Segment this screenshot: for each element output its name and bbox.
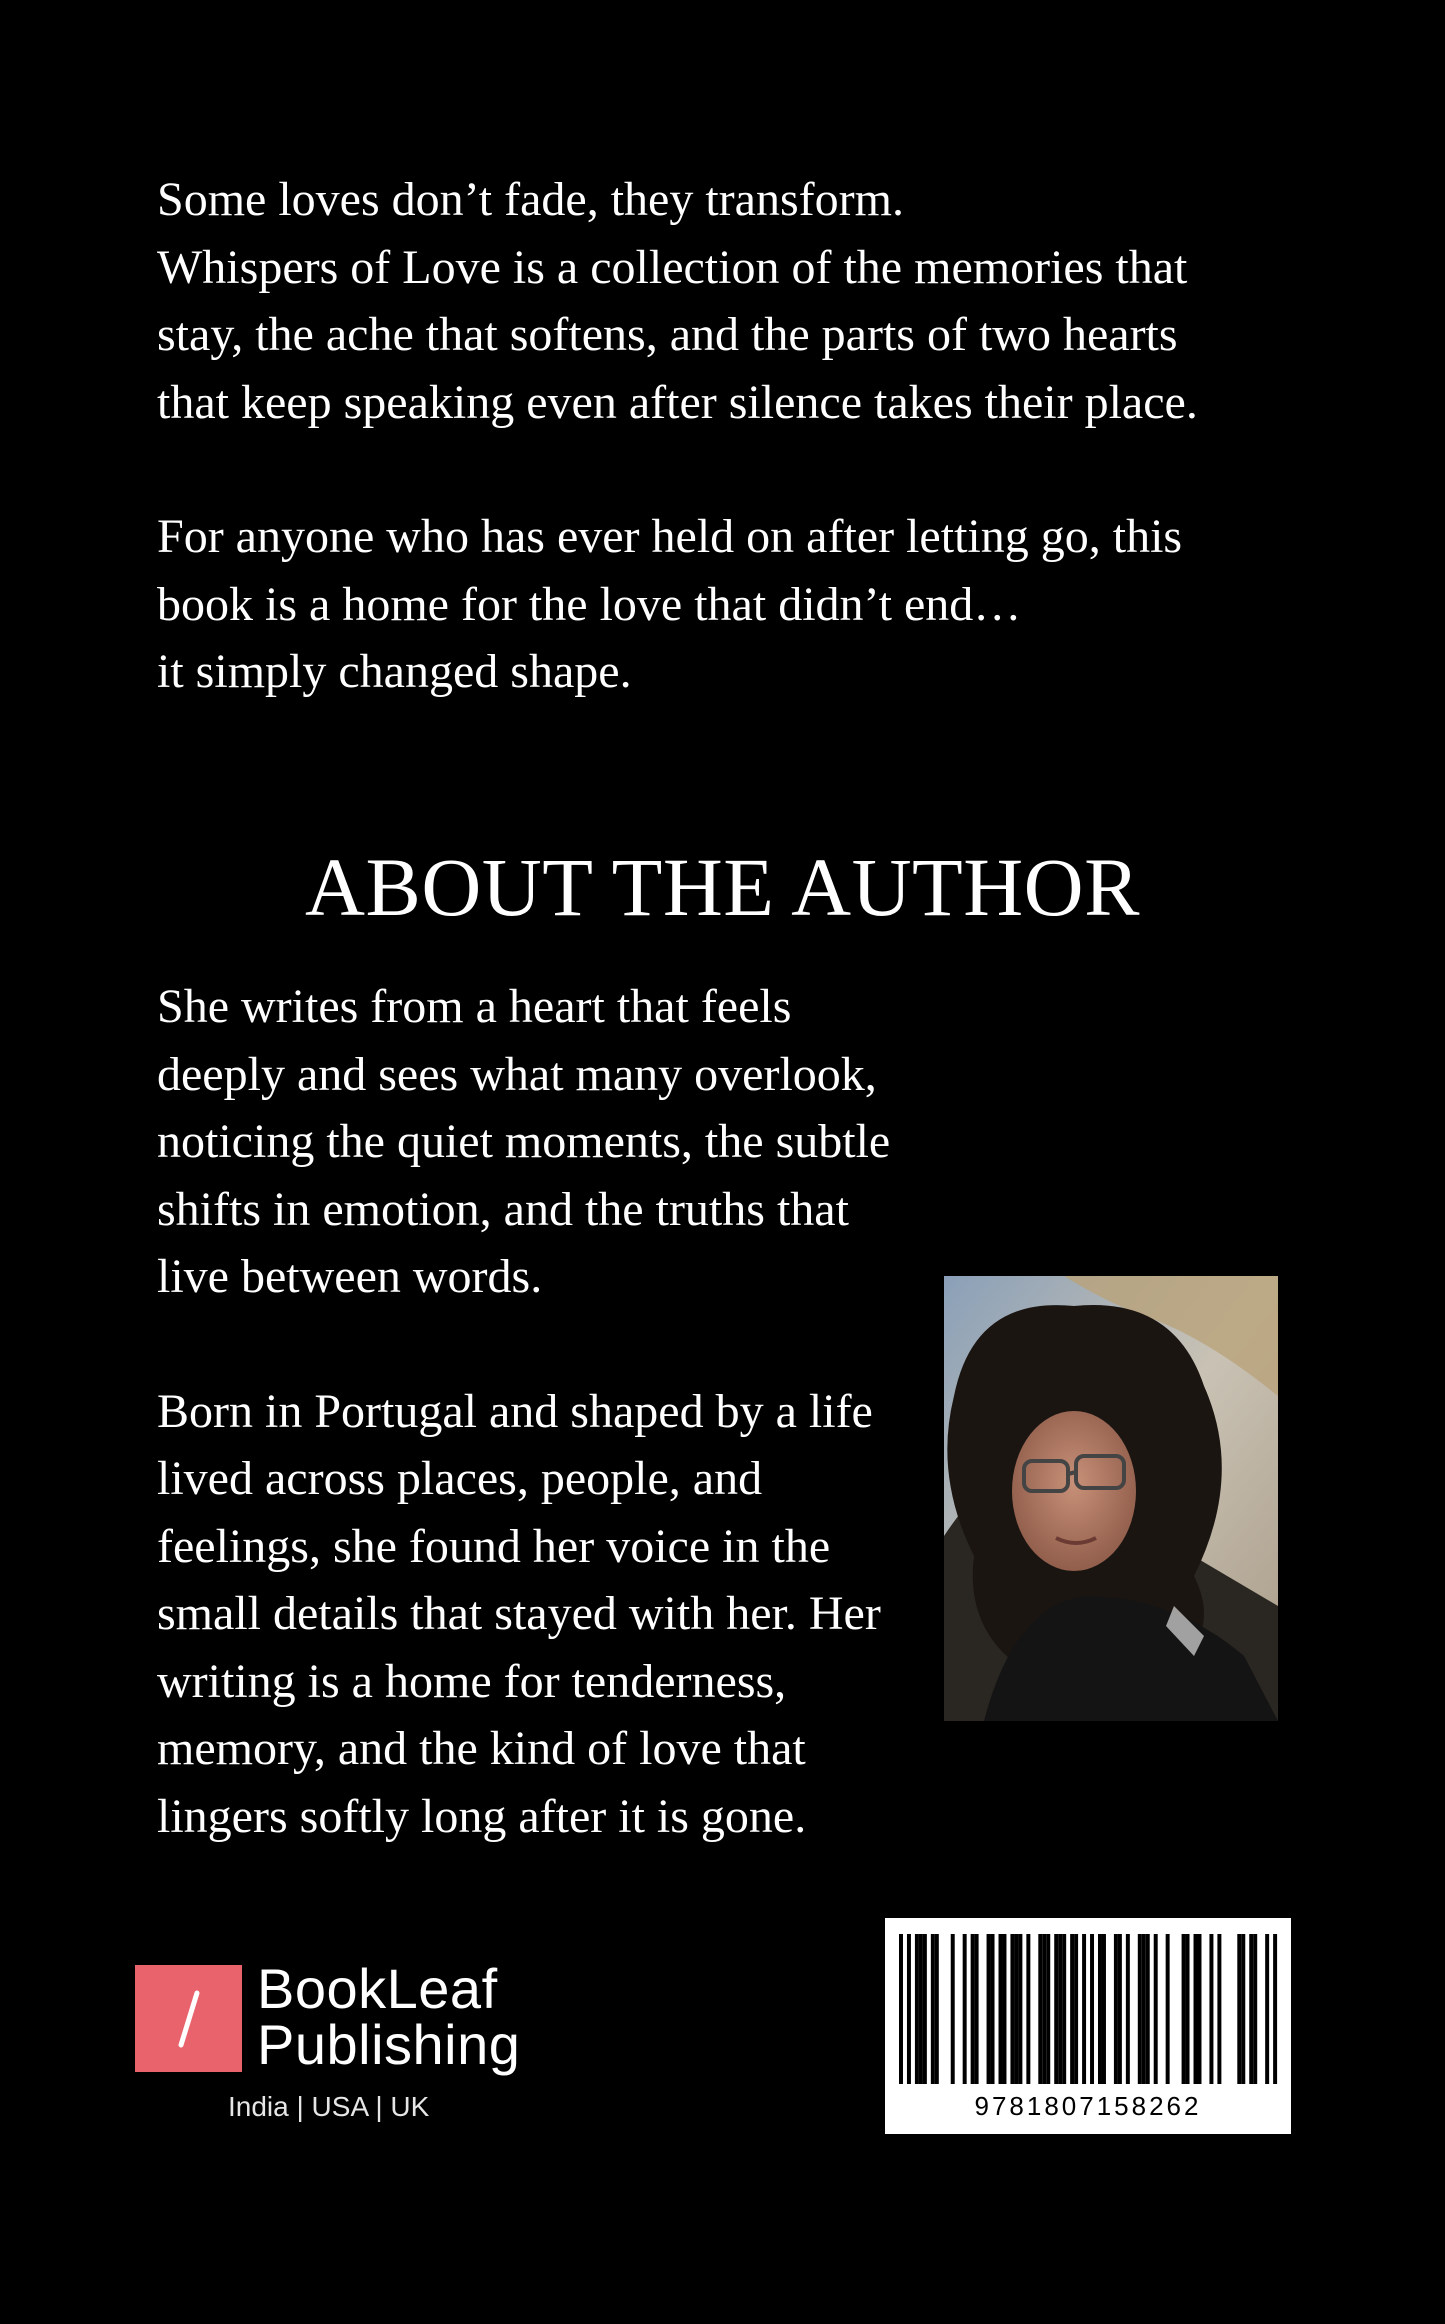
- blurb-paragraph-1: [157, 166, 1297, 436]
- barcode-bar: [975, 1934, 979, 2084]
- barcode-bar: [899, 1934, 903, 2084]
- barcode-bar: [1026, 1934, 1030, 2084]
- bio-line: writing is a home for tenderness,: [157, 1654, 787, 1708]
- barcode-bar: [1142, 1934, 1146, 2084]
- publisher-logo-mark: [135, 1965, 242, 2072]
- barcode-bar: [991, 1934, 995, 2084]
- barcode-bar: [1198, 1934, 1202, 2084]
- publisher-regions: India | USA | UK: [228, 2091, 430, 2122]
- bio-line: small details that stayed with her. Her: [157, 1587, 881, 1640]
- about-author-heading: ABOUT THE AUTHOR: [305, 841, 1140, 933]
- barcode-bar: [1186, 1934, 1190, 2084]
- blurb-line: book is a home for the love that didn’t end…: [157, 577, 1022, 631]
- bio-paragraph-2: [157, 1378, 927, 1851]
- barcode-bar: [1273, 1934, 1277, 2084]
- barcode-bar: [1265, 1934, 1269, 2084]
- bio-line: lingers softly long after it is gone.: [157, 1789, 807, 1843]
- publisher-name-line2: Publishing: [257, 2013, 521, 2076]
- bio-line: Born in Portugal and shaped by a life: [157, 1384, 873, 1438]
- barcode-bar: [951, 1934, 955, 2084]
- blurb-line: that keep speaking even after silence takes their place.: [157, 375, 1198, 429]
- barcode-bar: [1090, 1934, 1094, 2084]
- barcode-bar: [1002, 1934, 1006, 2084]
- bio-line: noticing the quiet moments, the subtle: [157, 1115, 891, 1168]
- barcode-bar: [1070, 1934, 1074, 2084]
- blurb-line: stay, the ache that softens, and the parts of two hearts: [157, 308, 1178, 361]
- bio-line: feelings, she found her voice in the: [157, 1519, 831, 1573]
- barcode-bar: [1138, 1934, 1142, 2084]
- barcode-bar: [923, 1934, 927, 2084]
- barcode-bar: [1241, 1934, 1245, 2084]
- barcode-bar: [1054, 1934, 1058, 2084]
- barcode-bar: [1146, 1934, 1150, 2084]
- barcode-bar: [1062, 1934, 1066, 2084]
- author-portrait-image: [944, 1276, 1278, 1721]
- barcode-bar: [1182, 1934, 1186, 2084]
- publisher-logo: [135, 1957, 555, 2140]
- barcode-bar: [1010, 1934, 1014, 2084]
- barcode-bar: [1217, 1934, 1221, 2084]
- barcode-bar: [1074, 1934, 1078, 2084]
- bio-line: She writes from a heart that feels: [157, 980, 792, 1033]
- barcode-bar: [907, 1934, 911, 2084]
- isbn-number: 9781807158262: [974, 2091, 1202, 2121]
- barcode-bar: [1102, 1934, 1106, 2084]
- barcode-bar: [971, 1934, 975, 2084]
- barcode-bar: [963, 1934, 967, 2084]
- blurb-line: For anyone who has ever held on after letting go, this: [157, 510, 1183, 563]
- barcode-bar: [1058, 1934, 1062, 2084]
- barcode-bar: [1154, 1934, 1158, 2084]
- barcode-bar: [1209, 1934, 1213, 2084]
- author-photo: [944, 1276, 1278, 1721]
- isbn-barcode: [885, 1918, 1291, 2134]
- barcode-bar: [1098, 1934, 1102, 2084]
- barcode-bar: [1046, 1934, 1050, 2084]
- blurb-line: Whispers of Love is a collection of the memories that: [157, 240, 1188, 294]
- barcode-bar: [1249, 1934, 1253, 2084]
- barcode-bar: [935, 1934, 939, 2084]
- blurb-line: Some loves don’t fade, they transform.: [157, 173, 904, 226]
- blurb-paragraph-2: [157, 503, 1297, 706]
- barcode-bar: [919, 1934, 923, 2084]
- author-bio: [157, 973, 927, 1850]
- barcode-bar: [987, 1934, 991, 2084]
- blurb-line: it simply changed shape.: [157, 645, 632, 698]
- book-blurb: [157, 166, 1297, 706]
- barcode-bar: [1038, 1934, 1042, 2084]
- barcode-bar: [1042, 1934, 1046, 2084]
- barcode-bar: [1166, 1934, 1170, 2084]
- barcode-bar: [1126, 1934, 1130, 2084]
- barcode-bar: [1253, 1934, 1257, 2084]
- barcode-bar: [1194, 1934, 1198, 2084]
- barcode-bar: [915, 1934, 919, 2084]
- barcode-bar: [999, 1934, 1003, 2084]
- bio-line: memory, and the kind of love that: [157, 1722, 806, 1775]
- bio-line: lived across places, people, and: [157, 1452, 763, 1505]
- barcode-bar: [1114, 1934, 1118, 2084]
- barcode-bar: [1014, 1934, 1018, 2084]
- bio-paragraph-1: [157, 973, 927, 1311]
- barcode-bar: [1082, 1934, 1086, 2084]
- barcode-bar: [1018, 1934, 1022, 2084]
- barcode-bar: [1237, 1934, 1241, 2084]
- slash-icon: [135, 1965, 242, 2072]
- bio-line: shifts in emotion, and the truths that: [157, 1182, 849, 1236]
- barcode-bar: [1118, 1934, 1122, 2084]
- bio-line: live between words.: [157, 1250, 543, 1303]
- barcode-bar: [931, 1934, 935, 2084]
- bio-line: deeply and sees what many overlook,: [157, 1047, 877, 1101]
- publisher-name-line1: BookLeaf: [257, 1957, 498, 2020]
